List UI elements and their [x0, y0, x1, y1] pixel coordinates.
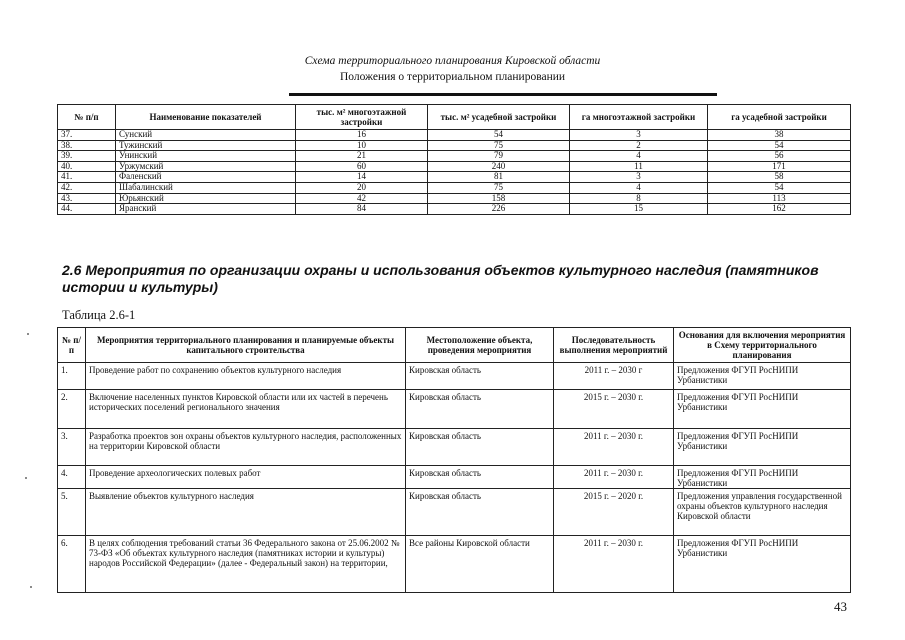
table-cell: 10 — [296, 140, 428, 151]
table-row — [58, 193, 851, 204]
section-title: Положения о территориальном планировании — [339, 71, 566, 83]
table-cell: Выявление объектов культурного наследия — [86, 489, 406, 536]
table-cell: 8 — [570, 193, 708, 204]
table-cell: 20 — [296, 182, 428, 193]
table-row — [58, 466, 851, 489]
table-cell: 6. — [58, 536, 86, 593]
column-header: Последовательность выполнения мероприятий — [554, 328, 674, 363]
table-row — [58, 363, 851, 390]
column-header: Мероприятия территориального планирования и планируемые объекты капитального строительства — [86, 328, 406, 363]
table-cell: 54 — [428, 130, 570, 141]
table-cell: Уржумский — [116, 161, 296, 172]
table-cell: 41. — [58, 172, 116, 183]
table-cell: В целях соблюдения требований статьи 36 Федерального закона от 25.06.2002 № 73-ФЗ «Об объектах культурного наследия (памятниках истории и культуры) народов Российской Федерации» (далее - Федеральный закон) на территории, — [86, 536, 406, 593]
table-cell: Кировская область — [406, 429, 554, 466]
table-cell: 40. — [58, 161, 116, 172]
section-heading: 2.6 Мероприятия по организации охраны и использования объектов культурного наследия (памятников истории и культуры) — [62, 262, 819, 295]
table-cell: Юрьянский — [116, 193, 296, 204]
scan-speck — [25, 477, 27, 479]
table-cell: 75 — [428, 140, 570, 151]
column-header: га усадебной застройки — [708, 105, 851, 130]
scan-speck — [27, 333, 29, 335]
table-row — [58, 182, 851, 193]
table-cell: 42. — [58, 182, 116, 193]
table-cell: 3 — [570, 172, 708, 183]
table-cell: 38 — [708, 130, 851, 141]
table-row — [58, 390, 851, 429]
table-row — [58, 151, 851, 162]
table-cell: 2015 г. – 2030 г. — [554, 390, 674, 429]
table-cell: 2011 г. – 2030 г. — [554, 536, 674, 593]
table-cell: 84 — [296, 204, 428, 215]
table-cell: Унинский — [116, 151, 296, 162]
table-cell: 79 — [428, 151, 570, 162]
table-cell: 1. — [58, 363, 86, 390]
table-cell: 113 — [708, 193, 851, 204]
table-cell: Разработка проектов зон охраны объектов культурного наследия, расположенных на территории Кировской области — [86, 429, 406, 466]
column-header: га многоэтажной застройки — [570, 105, 708, 130]
table-cell: 2. — [58, 390, 86, 429]
scan-speck — [30, 586, 32, 588]
table-row — [58, 172, 851, 183]
table-cell: Предложения управления государственной охраны объектов культурного наследия Кировской области — [674, 489, 851, 536]
table-cell: Предложения ФГУП РосНИПИ Урбанистики — [674, 363, 851, 390]
column-header: Основания для включения мероприятия в Схему территориального планирования — [674, 328, 851, 363]
table-cell: 171 — [708, 161, 851, 172]
document-title: Схема территориального планирования Кировской области — [304, 55, 601, 67]
table-cell: Сунский — [116, 130, 296, 141]
table-cell: Предложения ФГУП РосНИПИ Урбанистики — [674, 536, 851, 593]
table-cell: Все районы Кировской области — [406, 536, 554, 593]
table-cell: 43. — [58, 193, 116, 204]
column-header: тыс. м² многоэтажной застройки — [296, 105, 428, 130]
table-cell: 2011 г. – 2030 г. — [554, 466, 674, 489]
table-row — [58, 140, 851, 151]
table-row — [58, 130, 851, 141]
table-cell: 226 — [428, 204, 570, 215]
table-cell: 2015 г. – 2020 г. — [554, 489, 674, 536]
table-caption: Таблица 2.6-1 — [62, 308, 136, 322]
table-cell: 14 — [296, 172, 428, 183]
table-cell: Кировская область — [406, 390, 554, 429]
column-header: № п/п — [58, 328, 86, 363]
page-number: 43 — [834, 599, 847, 614]
table-cell: 38. — [58, 140, 116, 151]
table-cell: 16 — [296, 130, 428, 141]
table-cell: Кировская область — [406, 363, 554, 390]
table-cell: Шабалинский — [116, 182, 296, 193]
table-header-row — [58, 328, 851, 363]
table-cell: Кировская область — [406, 489, 554, 536]
indicators-table — [57, 104, 851, 215]
table-cell: 5. — [58, 489, 86, 536]
table-cell: 4 — [570, 151, 708, 162]
table-cell: 37. — [58, 130, 116, 141]
table-cell: 158 — [428, 193, 570, 204]
table-row — [58, 429, 851, 466]
table-cell: Проведение археологических полевых работ — [86, 466, 406, 489]
table-cell: 162 — [708, 204, 851, 215]
table-cell: Кировская область — [406, 466, 554, 489]
table-cell: 39. — [58, 151, 116, 162]
column-header: Наименование показателей — [116, 105, 296, 130]
table-cell: 15 — [570, 204, 708, 215]
cultural-heritage-table — [57, 327, 851, 593]
table-cell: 240 — [428, 161, 570, 172]
table-cell: Предложения ФГУП РосНИПИ Урбанистики — [674, 429, 851, 466]
table-cell: Включение населенных пунктов Кировской области или их частей в перечень исторических поселений регионального значения — [86, 390, 406, 429]
table-cell: 3. — [58, 429, 86, 466]
table-row — [58, 204, 851, 215]
table-cell: 42 — [296, 193, 428, 204]
table-cell: 60 — [296, 161, 428, 172]
table-cell: 11 — [570, 161, 708, 172]
table-cell: 54 — [708, 140, 851, 151]
table-cell: 44. — [58, 204, 116, 215]
column-header: № п/п — [58, 105, 116, 130]
table-cell: Предложения ФГУП РосНИПИ Урбанистики — [674, 390, 851, 429]
table-row — [58, 489, 851, 536]
table-cell: 4. — [58, 466, 86, 489]
table-cell: 58 — [708, 172, 851, 183]
table-cell: Проведение работ по сохранению объектов культурного наследия — [86, 363, 406, 390]
table-header-row — [58, 105, 851, 130]
table-cell: 54 — [708, 182, 851, 193]
table-row — [58, 536, 851, 593]
column-header: тыс. м² усадебной застройки — [428, 105, 570, 130]
table-cell: 3 — [570, 130, 708, 141]
table-cell: 56 — [708, 151, 851, 162]
table-cell: Яранский — [116, 204, 296, 215]
table-cell: 2 — [570, 140, 708, 151]
table-cell: 4 — [570, 182, 708, 193]
table-cell: 81 — [428, 172, 570, 183]
table-cell: Фаленский — [116, 172, 296, 183]
table-cell: Тужинский — [116, 140, 296, 151]
header-rule — [289, 93, 717, 96]
table-cell: 21 — [296, 151, 428, 162]
table-cell: 2011 г. – 2030 г. — [554, 429, 674, 466]
table-cell: 2011 г. – 2030 г — [554, 363, 674, 390]
column-header: Местоположение объекта, проведения мероприятия — [406, 328, 554, 363]
table-cell: 75 — [428, 182, 570, 193]
table-cell: Предложения ФГУП РосНИПИ Урбанистики — [674, 466, 851, 489]
table-row — [58, 161, 851, 172]
